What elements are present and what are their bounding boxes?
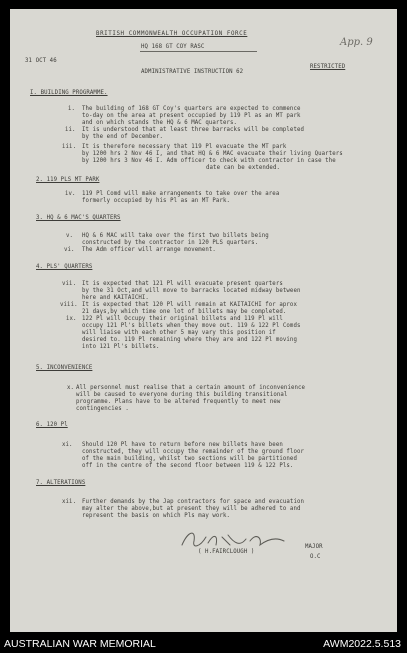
archive-reference: AWM2022.5.513	[323, 638, 401, 650]
document-date: 31 OCT 46	[25, 58, 57, 64]
para-line: into 121 Pl's billets.	[82, 344, 160, 350]
para-number: v.	[66, 233, 74, 239]
para-number: iii.	[62, 144, 77, 150]
para-number: vi.	[64, 247, 75, 253]
para-line: contingencies .	[76, 406, 129, 412]
para-line: Further demands by the Jap contractors for space and evacuation	[82, 499, 305, 505]
para-line: will be caused to everyone during this building transitional	[76, 392, 288, 398]
unit-heading: HQ 168 GT COY RASC	[141, 44, 205, 50]
para-line: It is understood that at least three barracks will be completed	[82, 127, 305, 133]
header-underline	[140, 51, 257, 52]
para-line: Should 120 Pl have to return before new billets have been	[82, 442, 283, 448]
para-line: desired to. 119 Pl remaining where they are and 122 Pl moving	[82, 337, 297, 343]
para-line: constructed, they will occupy the remainder of the ground floor	[82, 449, 305, 455]
handwritten-reference: App. 9	[340, 37, 373, 48]
para-number: xi.	[62, 442, 73, 448]
classification-label: RESTRICTED	[310, 64, 346, 70]
para-line: to-day on the area at present occupied by 119 Pl as an MT park	[82, 113, 301, 119]
para-line: HQ & 6 MAC will take over the first two billets being	[82, 233, 269, 239]
para-line: by the 31 Oct,and will move to barracks located midway between	[82, 288, 301, 294]
para-line: 119 Pl Comd will make arrangements to take over the area	[82, 191, 280, 197]
section-6-heading: 6. 120 Pl	[36, 422, 68, 428]
archive-footer	[0, 633, 407, 653]
para-line: It is therefore necessary that 119 Pl evacuate the MT park	[82, 144, 287, 150]
document-page	[10, 9, 397, 632]
para-line: and on which stands the HQ & 6 MAC quarters.	[82, 120, 238, 126]
signatory-rank: MAJOR	[305, 544, 323, 550]
para-line: 21 days,by which time one lot of billets may be completed.	[82, 309, 287, 315]
para-line: constructed by the contractor in 120 PLS quarters.	[82, 240, 259, 246]
para-number: ix.	[66, 316, 77, 322]
para-line: off in the centre of the second floor between 119 & 122 Pls.	[82, 463, 294, 469]
section-4-heading: 4. PLS' QUARTERS	[36, 264, 93, 270]
para-number: xii.	[62, 499, 77, 505]
para-number: viii.	[60, 302, 78, 308]
signatory-appointment: O.C	[310, 554, 321, 560]
para-line: It is expected that 121 Pl will evacuate present quarters	[82, 281, 283, 287]
para-line: 122 Pl will Occupy their original billets and 119 Pl will	[82, 316, 283, 322]
archive-source: AUSTRALIAN WAR MEMORIAL	[4, 638, 156, 650]
para-line: of the main building, whilst two sections will be partitioned	[82, 456, 297, 462]
para-line: here and KAITAICHI.	[82, 295, 149, 301]
para-line: formerly occupied by his Pl as an MT Park.	[82, 198, 231, 204]
para-line: by the end of December.	[82, 134, 164, 140]
para-line: will liaise with each other 5 may vary this position if	[82, 330, 276, 336]
para-line: by 1200 hrs 2 Nov 46 I, and that HQ & 6 MAC evacuate their living Quarters	[82, 151, 343, 157]
para-number: vii.	[62, 281, 77, 287]
para-line: The Adm officer will arrange movement.	[82, 247, 216, 253]
instruction-title: ADMINISTRATIVE INSTRUCTION 62	[141, 69, 244, 75]
para-line: represent the basis on which Pls may work.	[82, 513, 231, 519]
para-line: All personnel must realise that a certain amount of inconvenience	[76, 385, 306, 391]
para-number: ii.	[65, 127, 76, 133]
para-number: x.	[67, 385, 75, 391]
section-2-heading: 2. 119 PLS MT PARK	[36, 177, 100, 183]
para-number: iv.	[65, 191, 76, 197]
para-line: programme. Plans have to be altered frequently to meet new	[76, 399, 281, 405]
para-line: may alter the above,but at present they will be adhered to and	[82, 506, 301, 512]
para-number: i.	[68, 106, 76, 112]
signatory-name: ( H.FAIRCLOUGH )	[198, 549, 255, 555]
section-3-heading: 3. HQ & 6 MAC'S QUARTERS	[36, 215, 121, 221]
para-line: The building of 168 GT Coy's quarters are expected to commence	[82, 106, 301, 112]
para-line: date can be extended.	[206, 165, 281, 171]
section-5-heading: 5. INCONVENIENCE	[36, 365, 93, 371]
section-7-heading: 7. ALTERATIONS	[36, 480, 86, 486]
para-line: occupy 121 Pl's billets when they move out. 119 & 122 Pl Comds	[82, 323, 301, 329]
section-1-heading: I. BUILDING PROGRAMME.	[30, 90, 108, 96]
organization-heading: BRITISH COMMONWEALTH OCCUPATION FORCE	[96, 31, 248, 37]
para-line: by 1200 hrs 3 Nov 46 I. Adm officer to check with contractor in case the	[82, 158, 336, 164]
para-line: It is expected that 120 Pl will remain at KAITAICHI for aprox	[82, 302, 297, 308]
